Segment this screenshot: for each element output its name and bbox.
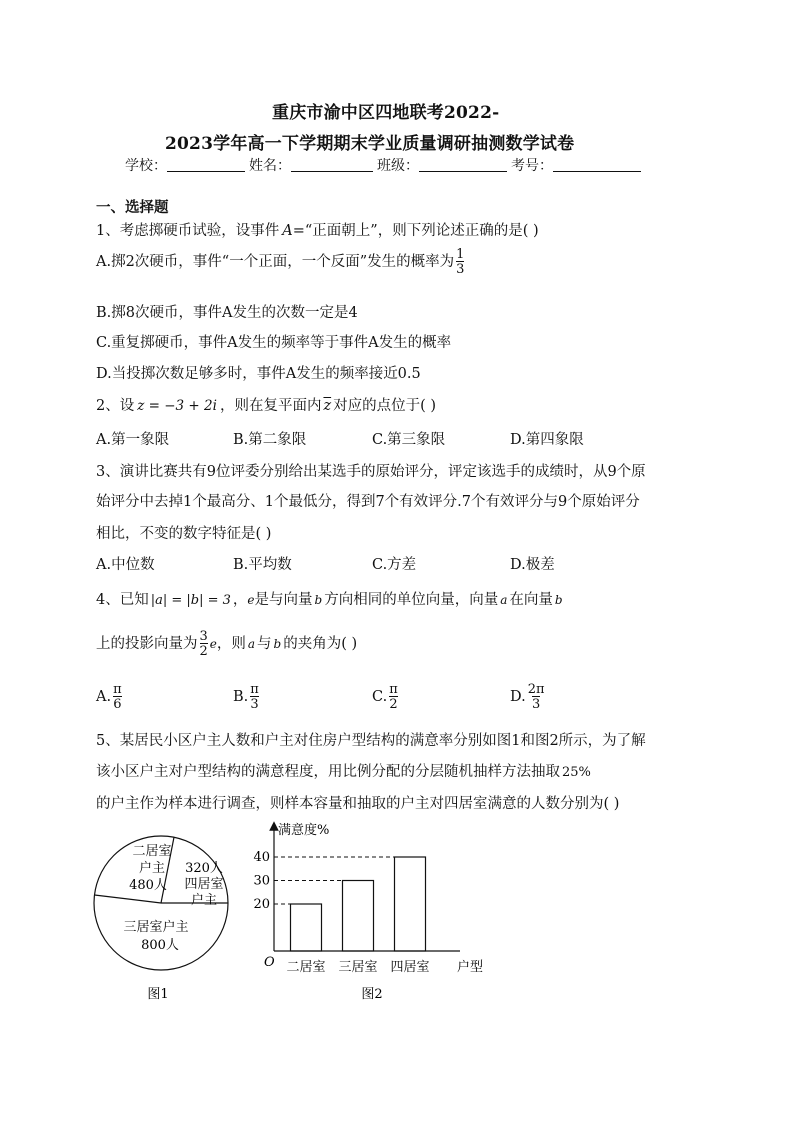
q4-vector-a-2: a (247, 637, 256, 651)
frac-denominator: 3 (250, 697, 259, 712)
school-blank[interactable] (167, 157, 245, 172)
q4-option-a (96, 683, 124, 711)
figure1-pie (90, 832, 240, 1012)
slice2-name-line2: 户主 (190, 893, 218, 908)
slice1-count: 480人 (129, 878, 167, 893)
slice1-name-line2: 户主 (138, 861, 166, 876)
q1-option-b: B.掷8次硬币，事件A发生的次数一定是4 (96, 305, 358, 321)
option-prefix: B. (233, 689, 249, 705)
q1-stem (96, 219, 539, 240)
figure2-label: 图2 (361, 987, 383, 1002)
frac-numerator: 2π (527, 682, 545, 697)
bar-layer (253, 850, 429, 975)
q2-stem-text-2: ，则在复平面内 (219, 398, 322, 414)
q4-line2-text-2: ，则 (216, 636, 246, 652)
q2-option-a: A.第一象限 (96, 432, 170, 448)
q4-equation: |a| = |b| = 3 (150, 593, 231, 608)
exam-no-blank[interactable] (553, 157, 641, 172)
name-label: 姓名： (249, 158, 291, 174)
section-title: 一、选择题 (96, 199, 169, 216)
bar-1 (291, 904, 322, 951)
frac-denominator: 3 (456, 262, 465, 277)
q4-stem-text-5: 在向量 (509, 592, 553, 608)
option-prefix: C. (372, 689, 388, 705)
pie-divider-left (95, 895, 162, 903)
q4-stem-text: 4、已知 (96, 592, 149, 608)
q1-option-d: D.当投掷次数足够多时，事件A发生的频率接近0.5 (96, 366, 421, 382)
y-tick-label-3: 40 (253, 850, 270, 865)
option-prefix: A. (96, 689, 112, 705)
q4-option-b (233, 683, 261, 711)
student-info-line (125, 155, 645, 175)
slice3-name: 三居室户主 (123, 920, 189, 935)
bar-2 (343, 881, 374, 952)
q5-line3: 的户主作为样本进行调查，则样本容量和抽取的户主对四居室满意的人数分别为( ) (96, 796, 620, 812)
frac-numerator: π (389, 682, 398, 697)
frac-numerator: 1 (456, 247, 465, 262)
q4-option-c (372, 683, 400, 711)
x-category-label-2: 三居室 (338, 960, 378, 975)
q1-event-var: A (282, 223, 293, 239)
q3-option-d: D.极差 (510, 557, 555, 573)
name-blank[interactable] (291, 157, 373, 172)
q4-option-b-fraction (250, 683, 259, 711)
frac-denominator: 6 (113, 697, 122, 712)
school-label: 学校： (125, 158, 167, 174)
origin-label: O (264, 955, 275, 970)
y-tick-label-1: 20 (253, 897, 270, 912)
q5-line2-text: 该小区户主对户型结构的满意程度，用比例分配的分层随机抽样方法抽取 (96, 764, 560, 780)
q4-line2 (96, 630, 357, 658)
q4-vector-b-2: b (554, 593, 563, 607)
q4-vector-b-3: b (273, 637, 282, 651)
q4-line2-text-4: 的夹角为( ) (283, 636, 358, 652)
q2-z-conjugate: $\overline{z}$ (323, 398, 332, 414)
q1-option-a-fraction (456, 248, 464, 276)
q3-option-a: A.中位数 (96, 557, 155, 573)
option-prefix: D. (510, 689, 526, 705)
q5-line2 (96, 760, 591, 781)
slice2-count: 320人 (185, 861, 223, 876)
q4-line2-text-3: 与 (257, 636, 272, 652)
page-title-line2: 2023学年高一下学期期末学业质量调研抽测数学试卷 (165, 134, 575, 154)
x-category-label-1: 二居室 (286, 960, 326, 975)
page-title-line1: 重庆市渝中区四地联考2022- (272, 103, 500, 123)
exam-no-label: 考号： (511, 158, 553, 174)
q1-option-c: C.重复掷硬币，事件A发生的频率等于事件A发生的概率 (96, 335, 452, 351)
q4-stem-text-2: ， (232, 592, 248, 608)
bar-3 (395, 857, 426, 951)
class-blank[interactable] (419, 157, 507, 172)
q4-stem-text-4: 方向相同的单位向量，向量 (324, 592, 499, 608)
frac-denominator: 3 (531, 697, 541, 712)
q2-stem (96, 394, 436, 415)
q1-stem-text-2: =“正面朝上”，则下列论述正确的是( ) (292, 223, 539, 239)
frac-numerator: 3 (199, 629, 208, 644)
q4-vector-a: a (500, 593, 508, 607)
q4-option-c-fraction (389, 683, 398, 711)
q2-equation: z = −3 + 2i (137, 398, 217, 414)
q4-vector-e: e (247, 593, 255, 607)
frac-numerator: π (250, 682, 259, 697)
q4-vector-e-2: e (209, 637, 217, 651)
q4-line2-text: 上的投影向量为 (96, 636, 198, 652)
slice3-count: 800人 (141, 938, 179, 953)
q1-option-a (96, 248, 466, 276)
q4-vector-b: b (314, 593, 323, 607)
frac-denominator: 2 (199, 644, 208, 659)
q4-option-d-fraction (528, 683, 545, 711)
frac-numerator: π (113, 682, 122, 697)
q2-option-c: C.第三象限 (372, 432, 446, 448)
q5-line1: 5、某居民小区户主人数和户主对住房户型结构的满意率分别如图1和图2所示，为了解 (96, 733, 646, 749)
q5-percentage: 25% (562, 765, 591, 780)
q1-stem-text: 1、考虑掷硬币试验，设事件 (96, 223, 280, 239)
q3-option-b: B.平均数 (233, 557, 292, 573)
q4-option-d (510, 683, 547, 711)
q3-option-c: C.方差 (372, 557, 417, 573)
x-category-label-3: 四居室 (390, 960, 430, 975)
x-axis-label: 户型 (457, 960, 484, 975)
q4-option-a-fraction (113, 683, 122, 711)
q2-stem-text-3: 对应的点位于( ) (333, 398, 437, 414)
q1-option-a-text: A.掷2次硬币，事件“一个正面，一个反面”发生的概率为 (96, 254, 455, 270)
q3-line3: 相比，不变的数字特征是( ) (96, 526, 272, 542)
frac-denominator: 2 (389, 697, 398, 712)
q3-line1: 3、演讲比赛共有9位评委分别给出某选手的原始评分，评定该选手的成绩时，从9个原 (96, 464, 646, 480)
q4-projection-fraction (200, 630, 208, 658)
class-label: 班级： (377, 158, 419, 174)
q3-line2: 始评分中去掉1个最高分、1个最低分，得到7个有效评分.7个有效评分与9个原始评分 (96, 494, 640, 510)
q2-option-b: B.第二象限 (233, 432, 307, 448)
y-tick-label-2: 30 (253, 873, 270, 889)
figure2-bar-chart (250, 820, 510, 1008)
slice2-name-line1: 四居室 (184, 877, 224, 892)
q2-stem-text: 2、设 (96, 398, 135, 414)
q2-option-d: D.第四象限 (510, 432, 584, 448)
q4-stem-text-3: 是与向量 (254, 592, 313, 608)
y-axis-label: 满意度% (278, 823, 330, 838)
q4-line1 (96, 588, 563, 609)
figure1-label: 图1 (147, 987, 169, 1002)
slice1-name-line1: 二居室 (132, 844, 172, 859)
